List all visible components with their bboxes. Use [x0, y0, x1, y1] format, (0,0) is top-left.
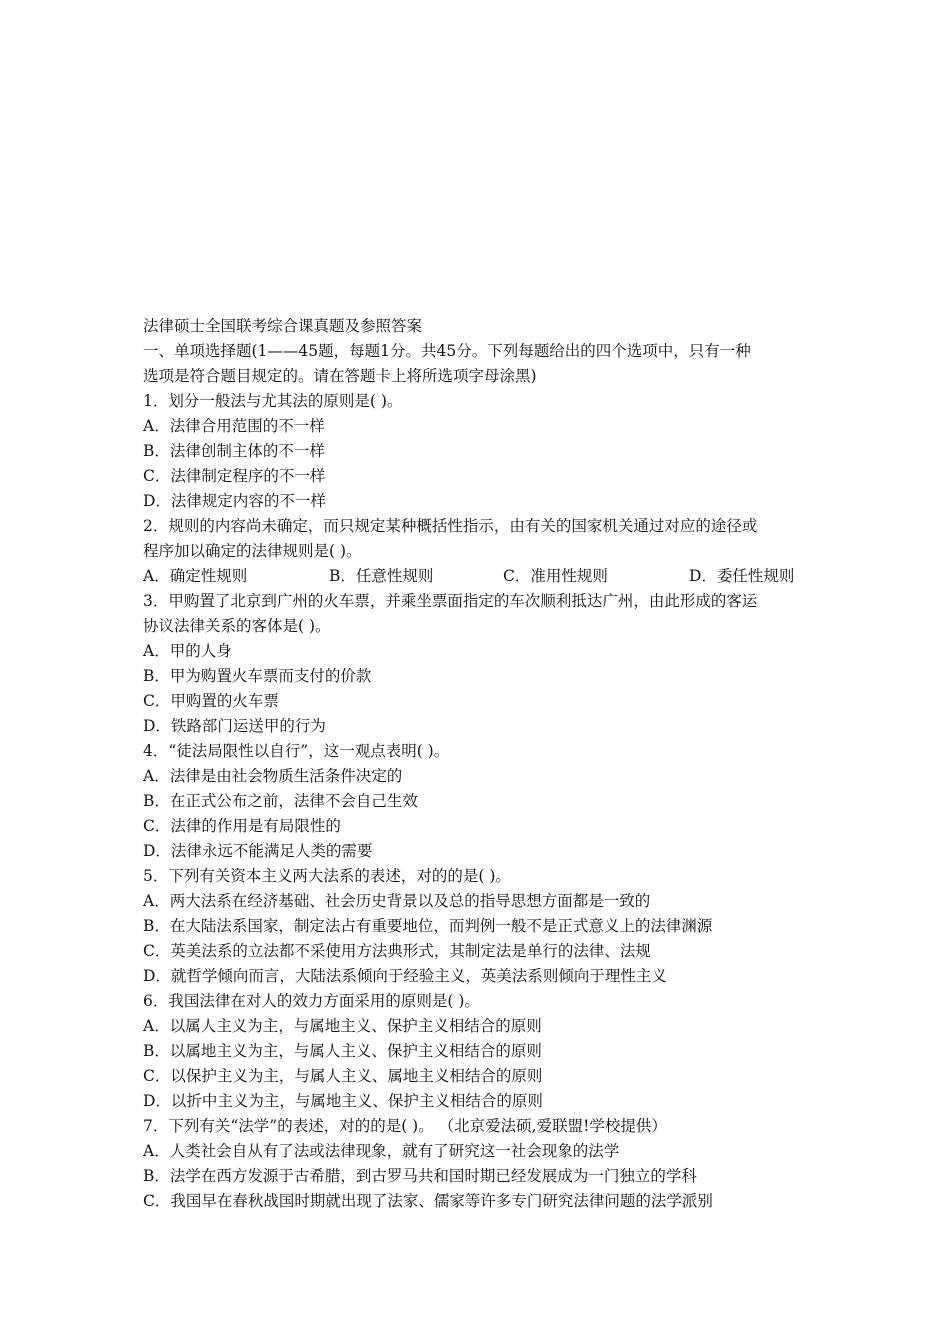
question-3-option-b: B．甲为购置火车票而支付的价款	[143, 667, 372, 685]
question-2-stem: 2．规则的内容尚未确定，而只规定某种概括性指示，由有关的国家机关通过对应的途径或	[143, 517, 758, 535]
question-5-option-d: D．就哲学倾向而言，大陆法系倾向于经验主义，英美法系则倾向于理性主义	[143, 967, 667, 985]
question-3-option-a: A．甲的人身	[143, 642, 232, 660]
question-1-option-d: D．法律规定内容的不一样	[143, 492, 326, 510]
question-6-stem: 6．我国法律在对人的效力方面采用的原则是( )。	[143, 992, 480, 1010]
question-2-option-b: B．任意性规则	[329, 567, 434, 585]
question-2-option-a: A．确定性规则	[143, 567, 248, 585]
question-2-option-c: C．准用性规则	[503, 567, 608, 585]
question-2-option-d: D．委任性规则	[689, 567, 795, 585]
question-4-stem: 4．“徒法局限性以自行”，这一观点表明( )。	[143, 742, 450, 760]
question-2-options-row	[143, 564, 811, 589]
question-6-option-d: D．以折中主义为主，与属地主义、保护主义相结合的原则	[143, 1092, 543, 1110]
section-intro-line: 选项是符合题目规定的。请在答题卡上将所选项字母涂黑)	[143, 367, 537, 385]
question-7-option-b: B．法学在西方发源于古希腊，到古罗马共和国时期已经发展成为一门独立的学科	[143, 1167, 697, 1185]
document-title: 法律硕士全国联考综合课真题及参照答案	[143, 317, 423, 335]
question-1-option-b: B．法律创制主体的不一样	[143, 442, 325, 460]
question-6-option-b: B．以属地主义为主，与属人主义、保护主义相结合的原则	[143, 1042, 542, 1060]
question-1-stem: 1．划分一般法与尤其法的原则是( )。	[143, 392, 403, 410]
question-1-option-c: C．法律制定程序的不一样	[143, 467, 326, 485]
question-6-option-a: A．以属人主义为主，与属地主义、保护主义相结合的原则	[143, 1017, 542, 1035]
section-intro-line: 一、单项选择题(1——45题，每题1分。共45分。下列每题给出的四个选项中，只有一种	[143, 342, 751, 360]
question-2-stem: 程序加以确定的法律规则是( )。	[143, 542, 362, 560]
question-4-option-d: D．法律永远不能满足人类的需要	[143, 842, 373, 860]
question-3-option-d: D．铁路部门运送甲的行为	[143, 717, 326, 735]
question-3-stem: 3．甲购置了北京到广州的火车票，并乘坐票面指定的车次顺利抵达广州，由此形成的客运	[143, 592, 758, 610]
question-7-stem: 7．下列有关“法学”的表述，对的的是( )。 （北京爱法硕,爱联盟!学校提供）	[143, 1117, 667, 1135]
question-6-option-c: C．以保护主义为主，与属人主义、属地主义相结合的原则	[143, 1067, 543, 1085]
question-5-option-a: A．两大法系在经济基础、社会历史背景以及总的指导思想方面都是一致的	[143, 892, 651, 910]
question-4-option-a: A．法律是由社会物质生活条件决定的	[143, 767, 403, 785]
question-3-option-c: C．甲购置的火车票	[143, 692, 279, 710]
question-7-option-a: A．人类社会自从有了法或法律现象，就有了研究这一社会现象的法学	[143, 1142, 620, 1160]
question-3-stem: 协议法律关系的客体是( )。	[143, 617, 331, 635]
question-5-option-c: C．英美法系的立法都不采使用方法典形式，其制定法是单行的法律、法规	[143, 942, 651, 960]
question-4-option-c: C．法律的作用是有局限性的	[143, 817, 341, 835]
question-1-option-a: A．法律合用范围的不一样	[143, 417, 325, 435]
question-5-stem: 5．下列有关资本主义两大法系的表述，对的的是( )。	[143, 867, 511, 885]
document-body	[143, 314, 811, 1214]
question-4-option-b: B．在正式公布之前，法律不会自己生效	[143, 792, 418, 810]
question-7-option-c: C．我国早在春秋战国时期就出现了法家、儒家等许多专门研究法律问题的法学派别	[143, 1192, 713, 1210]
question-5-option-b: B．在大陆法系国家，制定法占有重要地位，而判例一般不是正式意义上的法律渊源	[143, 917, 713, 935]
